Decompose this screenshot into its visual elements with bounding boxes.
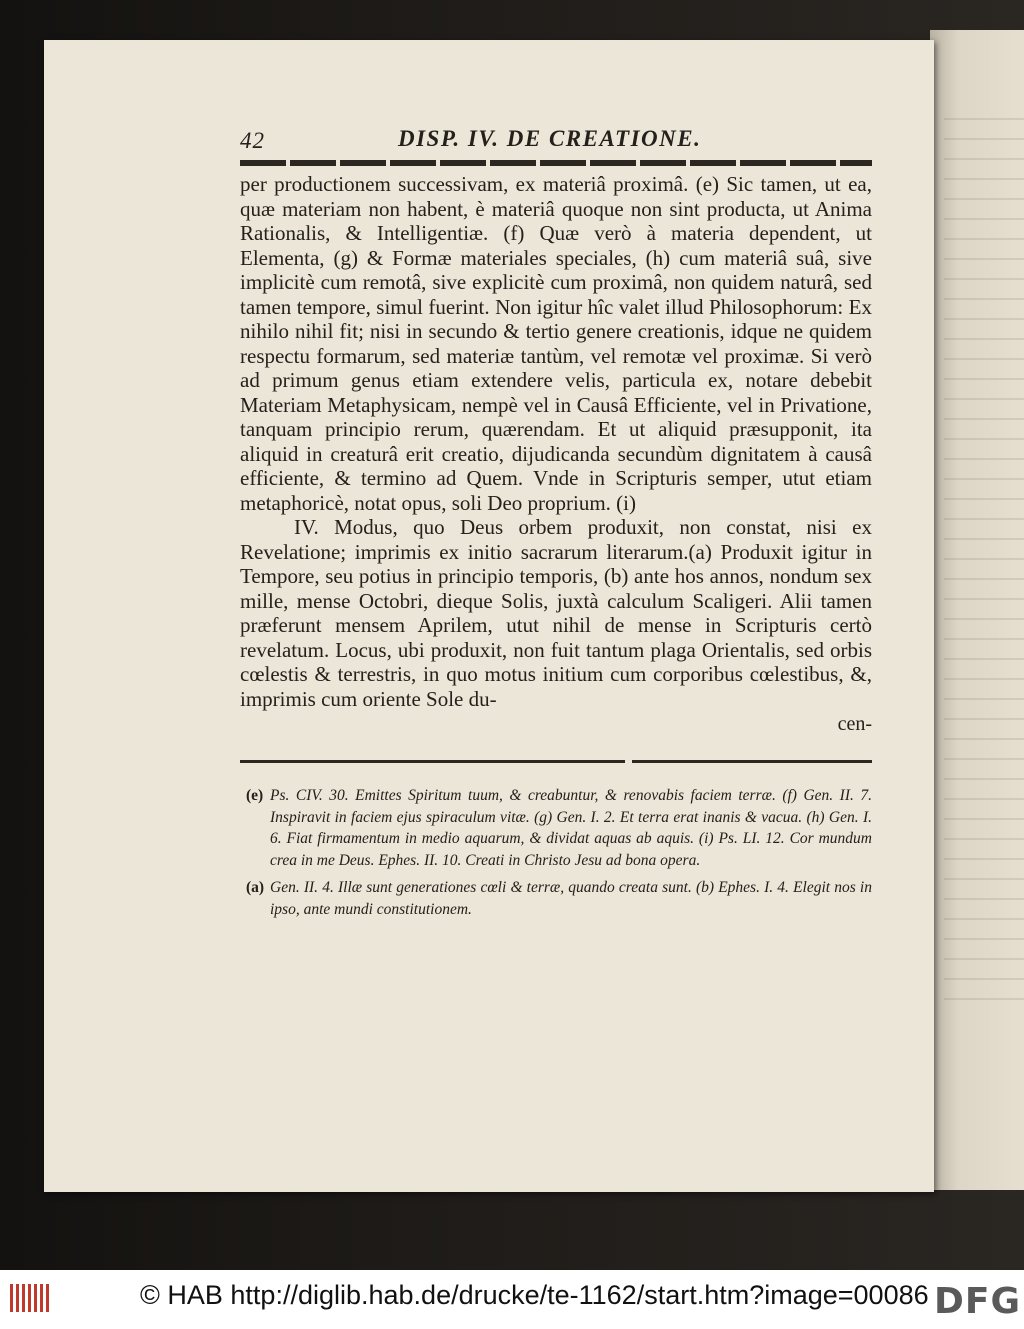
footnote-text: Ps. CIV. 30. Emittes Spiritum tuum, & creabuntur, & renovabis faciem terræ. (f) Gen. II. 7. Inspiravit in faciem ejus spiraculum vitæ. (g) Gen. I. 2. Et terra erat inanis & vacua. (h) Gen. I. 6. Fiat firmamentum in medio aquarum, & dividat aquas ab aquis. (i) Ps. LI. 12. Cor mundum crea in me Deus. Ephes. II. 10. Creati in Christo Jesu ad bona opera.: [270, 787, 872, 869]
footnote: [246, 877, 872, 920]
footnotes: [240, 785, 872, 920]
footnote-rule: [240, 760, 872, 763]
dfg-logo: DFG: [934, 1281, 1022, 1322]
page-number: 42: [240, 128, 265, 153]
underlying-page-edge: [930, 30, 1024, 1190]
footnote-tag: (a): [246, 879, 265, 896]
scanned-page: [44, 40, 934, 1192]
hab-library-logo-icon: [8, 1280, 52, 1316]
body-paragraph: IV. Modus, quo Deus orbem produxit, non constat, nisi ex Revelatione; imprimis ex initio sacrarum literarum.(a) Produxit igitur in Tempore, seu potius in principio temporis, (b) ante hos annos, nondum sex mille, mense Octobri, dieque Solis, juxtà calculum Scaligeri. Alii tamen præferunt mensem Aprilem, utut nihil de mense in Scripturis certò revelatum. Locus, ubi produxit, non fuit tantum plaga Orientalis, sed orbis cœlestis & terrestris, in quo motus initium cum corporibus cœlestibus, &, imprimis cum oriente Sole du-: [240, 515, 872, 711]
viewer-footer: [0, 1270, 1024, 1329]
body-paragraph: per productionem successivam, ex materiâ proximâ. (e) Sic tamen, ut ea, quæ materiam non habent, è materiâ quoque non sint producta, ut Anima Rationalis, & Intelligentiæ. (f) Quæ verò à materia dependent, ut Elementa, (g) & Formæ materiales speciales, (h) cum materiâ suâ, sive implicitè cum remotâ, sive explicitè cum proximâ, non quidem naturâ, sed tamen tempore, simul fuerint. Non igitur hîc valet illud Philosophorum: Ex nihilo nihil fit; nisi in secundo & tertio genere creationis, idque ne quidem respectu formarum, sed materiæ tantùm, vel remotæ vel proximæ. Si verò ad primum genus etiam extendere velis, particula ex, notare debebit Materiam Metaphysicam, nempè vel in Causâ Efficiente, vel in Privatione, tanquam principio rerum, quærendam. Et ut aliquid præsupponit, ita aliquid in creaturâ erit creatio, dijudicanda secundùm dignitatem à causâ efficiente, & termino ad Quem. Vnde in Scripturis semper, utut etiam metaphoricè, notat opus, soli Deo proprium. (i): [240, 172, 872, 515]
page-content: [240, 122, 872, 926]
running-header: [240, 122, 872, 156]
body-text: [240, 172, 872, 711]
running-title: DISP. IV. DE CREATIONE.: [398, 126, 702, 151]
header-rule: [240, 160, 872, 166]
footnote: [246, 785, 872, 871]
copyright-link[interactable]: © HAB http://diglib.hab.de/drucke/te-1162/start.htm?image=00086: [140, 1280, 929, 1310]
catchword: cen-: [837, 713, 872, 735]
footnote-text: Gen. II. 4. Illæ sunt generationes cœli & terræ, quando creata sunt. (b) Ephes. I. 4. Elegit nos in ipso, ante mundi constitutionem.: [270, 879, 872, 918]
footnote-tag: (e): [246, 787, 264, 804]
